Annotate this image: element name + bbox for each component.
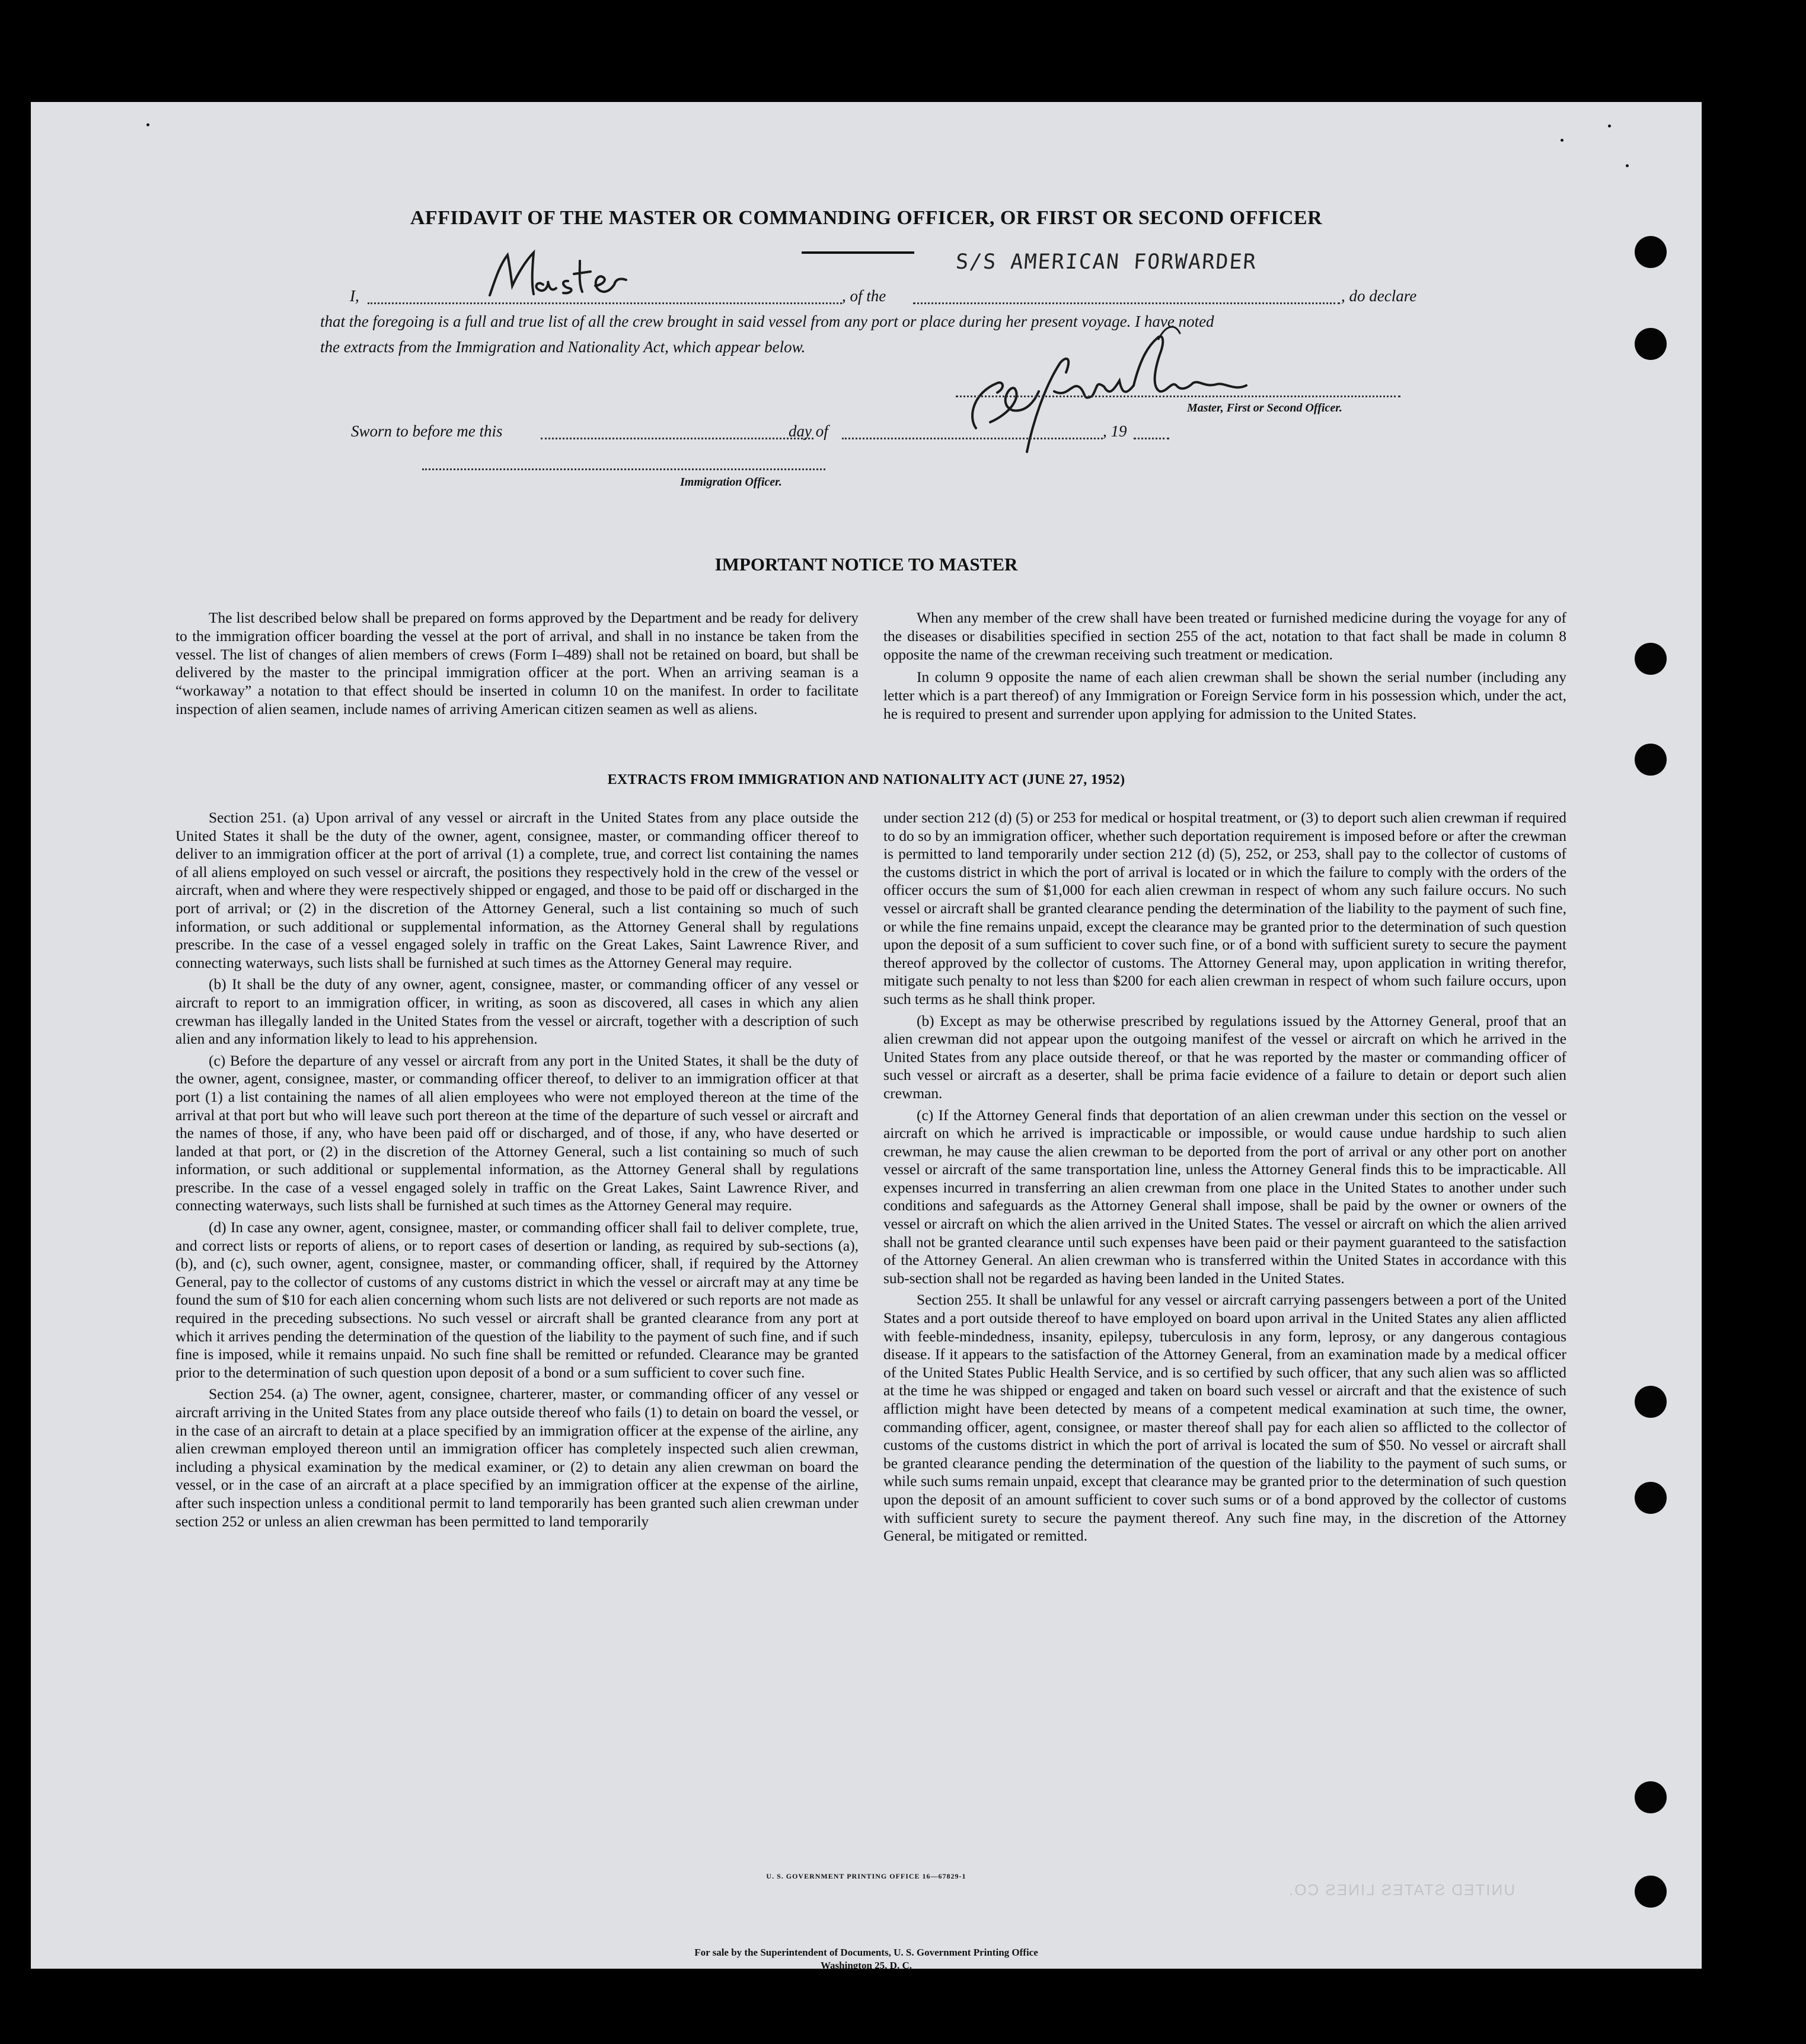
notice-title: IMPORTANT NOTICE TO MASTER [714,554,1018,575]
section-254a: Section 254. (a) The owner, agent, consignee, charterer, master, or commanding officer of any vessel or aircraft arriving in the United States from any place outside thereof who fails (1) to detain on board the vessel, or in the case of an aircraft to detain at a place specified by an immigration officer at the expense of the airline, any alien crewman employed thereon until an immigration officer has completely inspected such alien crewman, including a physical examination by the medical examiner, or (2) to detain any alien crewman on board the vessel, or in the case of an aircraft at a place specified by an immigration officer at the expense of the airline, after such inspection unless a conditional permit to land temporarily has been granted such alien crewman under section 252 or unless an alien crewman has been permitted to land temporarily [176,1386,859,1530]
declaration-line-3: the extracts from the Immigration and Nationality Act, which appear below. [320,338,806,356]
punch-hole [1635,744,1667,776]
scan-speck [1608,125,1611,127]
bleed-through-text: UNITED STATES LINES CO. [1288,1881,1515,1899]
section-251b: (b) It shall be the duty of any owner, agent, consignee, master, or commanding officer of any vessel or aircraft to report to an immigration officer, in writing, as soon as discovered, all cases in which any alien crewman has illegally landed in the United States from the vessel or aircraft, together with a description of such alien and any information likely to lead to his apprehension. [176,976,859,1048]
sworn-year-field [1134,438,1169,439]
signature-line [956,396,1400,397]
punch-hole [1635,328,1667,360]
notice-left-paragraph: The list described below shall be prepared on forms approved by the Department and be ready for delivery to the immigration officer boarding the vessel at the port of arrival, and shall in no instance be taken from the vessel. The list of changes of alien members of crews (Form I–489) shall not be retained on board, but shall be delivered by the master to the principal immigration officer at the port. When an arriving seaman is a “workaway” a notation to that effect should be inserted in column 10 on the manifest. In order to facilitate inspection of alien seamen, include names of arriving American citizen seamen as well as aliens. [176,610,859,718]
scan-speck [146,123,149,126]
sworn-day-field [541,438,813,439]
declaration-line-2: that the foregoing is a full and true list of all the crew brought in said vessel from any port or place during her present voyage. I have noted [320,313,1214,330]
printing-office-imprint: U. S. GOVERNMENT PRINTING OFFICE 16—67829-1 [766,1872,966,1880]
section-254c: (c) If the Attorney General finds that deportation of an alien crewman under this section on the vessel or aircraft on which he arrived is impracticable or impossible, or would cause undue hardship to such alien crewman, he may cause the alien crewman to be deported from the port of arrival or any other port on another vessel or aircraft of the same transportation line, unless the Attorney General finds this to be impracticable. All expenses incurred in transferring an alien crewman from one place in the United States to another under such conditions and safeguards as the Attorney General shall impose, shall be paid by the owner or owners of the vessel or aircraft on which the alien arrived in the United States. The vessel or aircraft on which the alien arrived shall not be granted clearance until such expenses have been paid or their payment guaranteed to the satisfaction of the Attorney General. An alien crewman who is transferred within the United States in accordance with this sub-section shall not be regarded as having been landed in the United States. [883,1106,1566,1287]
signature-caption: Master, First or Second Officer. [1187,401,1342,414]
declarant-field [368,302,842,304]
handwritten-master [481,249,647,302]
section-251c: (c) Before the departure of any vessel or aircraft from any port in the United States, it shall be the duty of the owner, agent, consignee, master, or commanding officer thereof, to deliver to an immigration officer at that port (1) a list containing the names of all alien employees who were not employed thereon at the time of the arrival at that port but who will leave such port thereon at the time of the departure of such vessel or aircraft and the names of those, if any, who have been paid off or discharged, and of those, if any, who have deserted or landed at that port, or (2) in the discretion of the Attorney General, such a list containing so much of such information, or such additional or supplemental information, as the Attorney General shall by regulations prescribe. In the case of a vessel engaged solely in traffic on the Great Lakes, Saint Lawrence River, and connecting waterways, such lists shall be furnished at such times as the Attorney General may require. [176,1052,859,1214]
sworn-day-of: day of [789,422,828,440]
do-declare-label: , do declare [1341,287,1417,305]
notice-right-paragraph: In column 9 opposite the name of each alien crewman shall be shown the serial number (including any letter which is a part thereof) of any Immigration or Foreign Service form in his possession which, under the act, he is required to present and surrender upon applying for admission to the United States. [883,669,1566,722]
extracts-right-column [883,809,1566,1549]
section-254b: (b) Except as may be otherwise prescribed by regulations issued by the Attorney General, proof that an alien crewman did not appear upon the outgoing manifest of the vessel or aircraft on which he arrived in the United States from any place outside thereof, or that he was reported by the master or commanding officer of such vessel or aircraft as a deserter, shall be prima facie evidence of a failure to detain or deport such alien crewman. [883,1012,1566,1102]
affidavit-title: AFFIDAVIT OF THE MASTER OR COMMANDING OFFICER, OR FIRST OR SECOND OFFICER [410,207,1323,229]
declarant-prefix: I, [350,287,359,305]
sworn-month-field [842,438,1103,439]
section-251a: Section 251. (a) Upon arrival of any vessel or aircraft in the United States from any place outside the United States it shall be the duty of the owner, agent, consignee, master, or commanding officer thereof to deliver to an immigration officer at the port of arrival (1) a complete, true, and correct list containing the names of all aliens employed on such vessel or aircraft, the positions they respectively hold in the crew of the vessel or aircraft, when and where they were respectively shipped or engaged, and those to be paid off or discharged in the port of arrival; or (2) in the discretion of the Attorney General, such a list containing so much of such information, or such additional or supplemental information, as the Attorney General shall by regulations prescribe. In the case of a vessel engaged solely in traffic on the Great Lakes, Saint Lawrence River, and connecting waterways, such lists shall be furnished at such times as the Attorney General may require. [176,809,859,971]
sworn-year: , 19 [1103,422,1127,440]
for-sale-line-1: For sale by the Superintendent of Documents, U. S. Government Printing Office [694,1947,1038,1958]
officer-caption: Immigration Officer. [680,476,782,489]
extracts-left-column [176,809,859,1534]
punch-hole [1635,1386,1667,1418]
section-251d: (d) In case any owner, agent, consignee, master, or commanding officer shall fail to deliver complete, true, and correct lists or reports of aliens, or to report cases of desertion or landing, as required by sub-sections (a), (b), and (c), such owner, agent, consignee, master, or commanding officer, shall, if required by the Attorney General, pay to the collector of customs of any customs district in which the vessel or aircraft may at any time be found the sum of $10 for each alien concerning whom such lists are not delivered or such reports are not made as required in the preceding subsections. No such vessel or aircraft shall be granted clearance from any port at which it arrives pending the determination of the question of the liability to the payment of such fine, and if such fine is imposed, while it remains unpaid. No such fine shall be remitted or refunded. Clearance may be granted prior to the determination of such question upon deposit of a bond or a sum sufficient to cover such fine. [176,1219,859,1381]
of-the-label: , of the [842,287,886,305]
extracts-title: EXTRACTS FROM IMMIGRATION AND NATIONALITY ACT (JUNE 27, 1952) [607,772,1125,787]
officer-signature-line [422,468,825,470]
vessel-field [913,302,1340,304]
punch-hole [1635,1781,1667,1813]
for-sale-notice [31,1946,1702,1972]
for-sale-line-2: Washington 25, D. C. [821,1960,912,1971]
section-255: Section 255. It shall be unlawful for any vessel or aircraft carrying passengers between a port of the United States and a port outside thereof to have employed on board upon arrival in the United States any alien afflicted with feeble-mindedness, insanity, epilepsy, tuberculosis in any form, leprosy, or any dangerous contagious disease. If it appears to the satisfaction of the Attorney General, from an examination made by a medical officer of the United States Public Health Service, and is so certified by such officer, that any such alien was so afflicted at the time he was shipped or engaged and taken on board such vessel or aircraft and that the existence of such affliction might have been detected by means of a competent medical examination at such time, the owner, commanding officer, agent, consignee, or master thereof shall pay for each alien so afflicted to the collector of customs of the customs district in which the port of arrival is located the sum of $50. No vessel or aircraft shall be granted clearance pending the determination of the question of the liability to the payment of such sums, or while such sums remain unpaid, except that clearance may be granted prior to the determination of such question upon the deposit of an amount sufficient to cover such sums or of a bond approved by the collector of customs with sufficient surety to secure the payment thereof. Any such fine may, in the discretion of the Attorney General, be mitigated or remitted. [883,1292,1566,1545]
sworn-prefix: Sworn to before me this [351,422,503,440]
title-rule [802,251,914,254]
scan-speck [1626,164,1629,167]
scan-speck [1561,139,1564,142]
punch-hole [1635,236,1667,268]
form-page [31,102,1702,1969]
section-254a-continued: under section 212 (d) (5) or 253 for medical or hospital treatment, or (3) to deport such alien crewman if required to do so by an immigration officer, whether such deportation requirement is imposed before or after the crewman is permitted to land temporarily under section 212 (d) (5), 252, or 253, shall pay to the collector of customs of the customs district in which the port of arrival is located or in which the failure to comply with the orders of the officer occurs the sum of $1,000 for each alien crewman in respect of whom any such failure occurs. No such vessel or aircraft shall be granted clearance pending the determination of the liability to the payment of such fine, or while the fine remains unpaid, except the clearance may be granted prior to the determination of such question upon the deposit of a sum sufficient to cover such fine, or of a bond with sufficient surety to secure the payment thereof approved by the collector of customs. The Attorney General may, upon application in writing therefor, mitigate such penalty to not less than $200 for each alien crewman in respect of whom such failure occurs, upon such terms as he shall think proper. [883,809,1566,1007]
notice-right-column [883,609,1566,728]
notice-left-column [176,609,859,723]
punch-hole [1635,1482,1667,1514]
vessel-name-stamp: S/S AMERICAN FORWARDER [955,250,1258,274]
punch-hole [1635,643,1667,675]
notice-right-paragraph: When any member of the crew shall have been treated or furnished medicine during the voyage for any of the diseases or disabilities specified in section 255 of the act, notation to that fact shall be made in column 8 opposite the name of the crewman receiving such treatment or medication. [883,610,1566,663]
